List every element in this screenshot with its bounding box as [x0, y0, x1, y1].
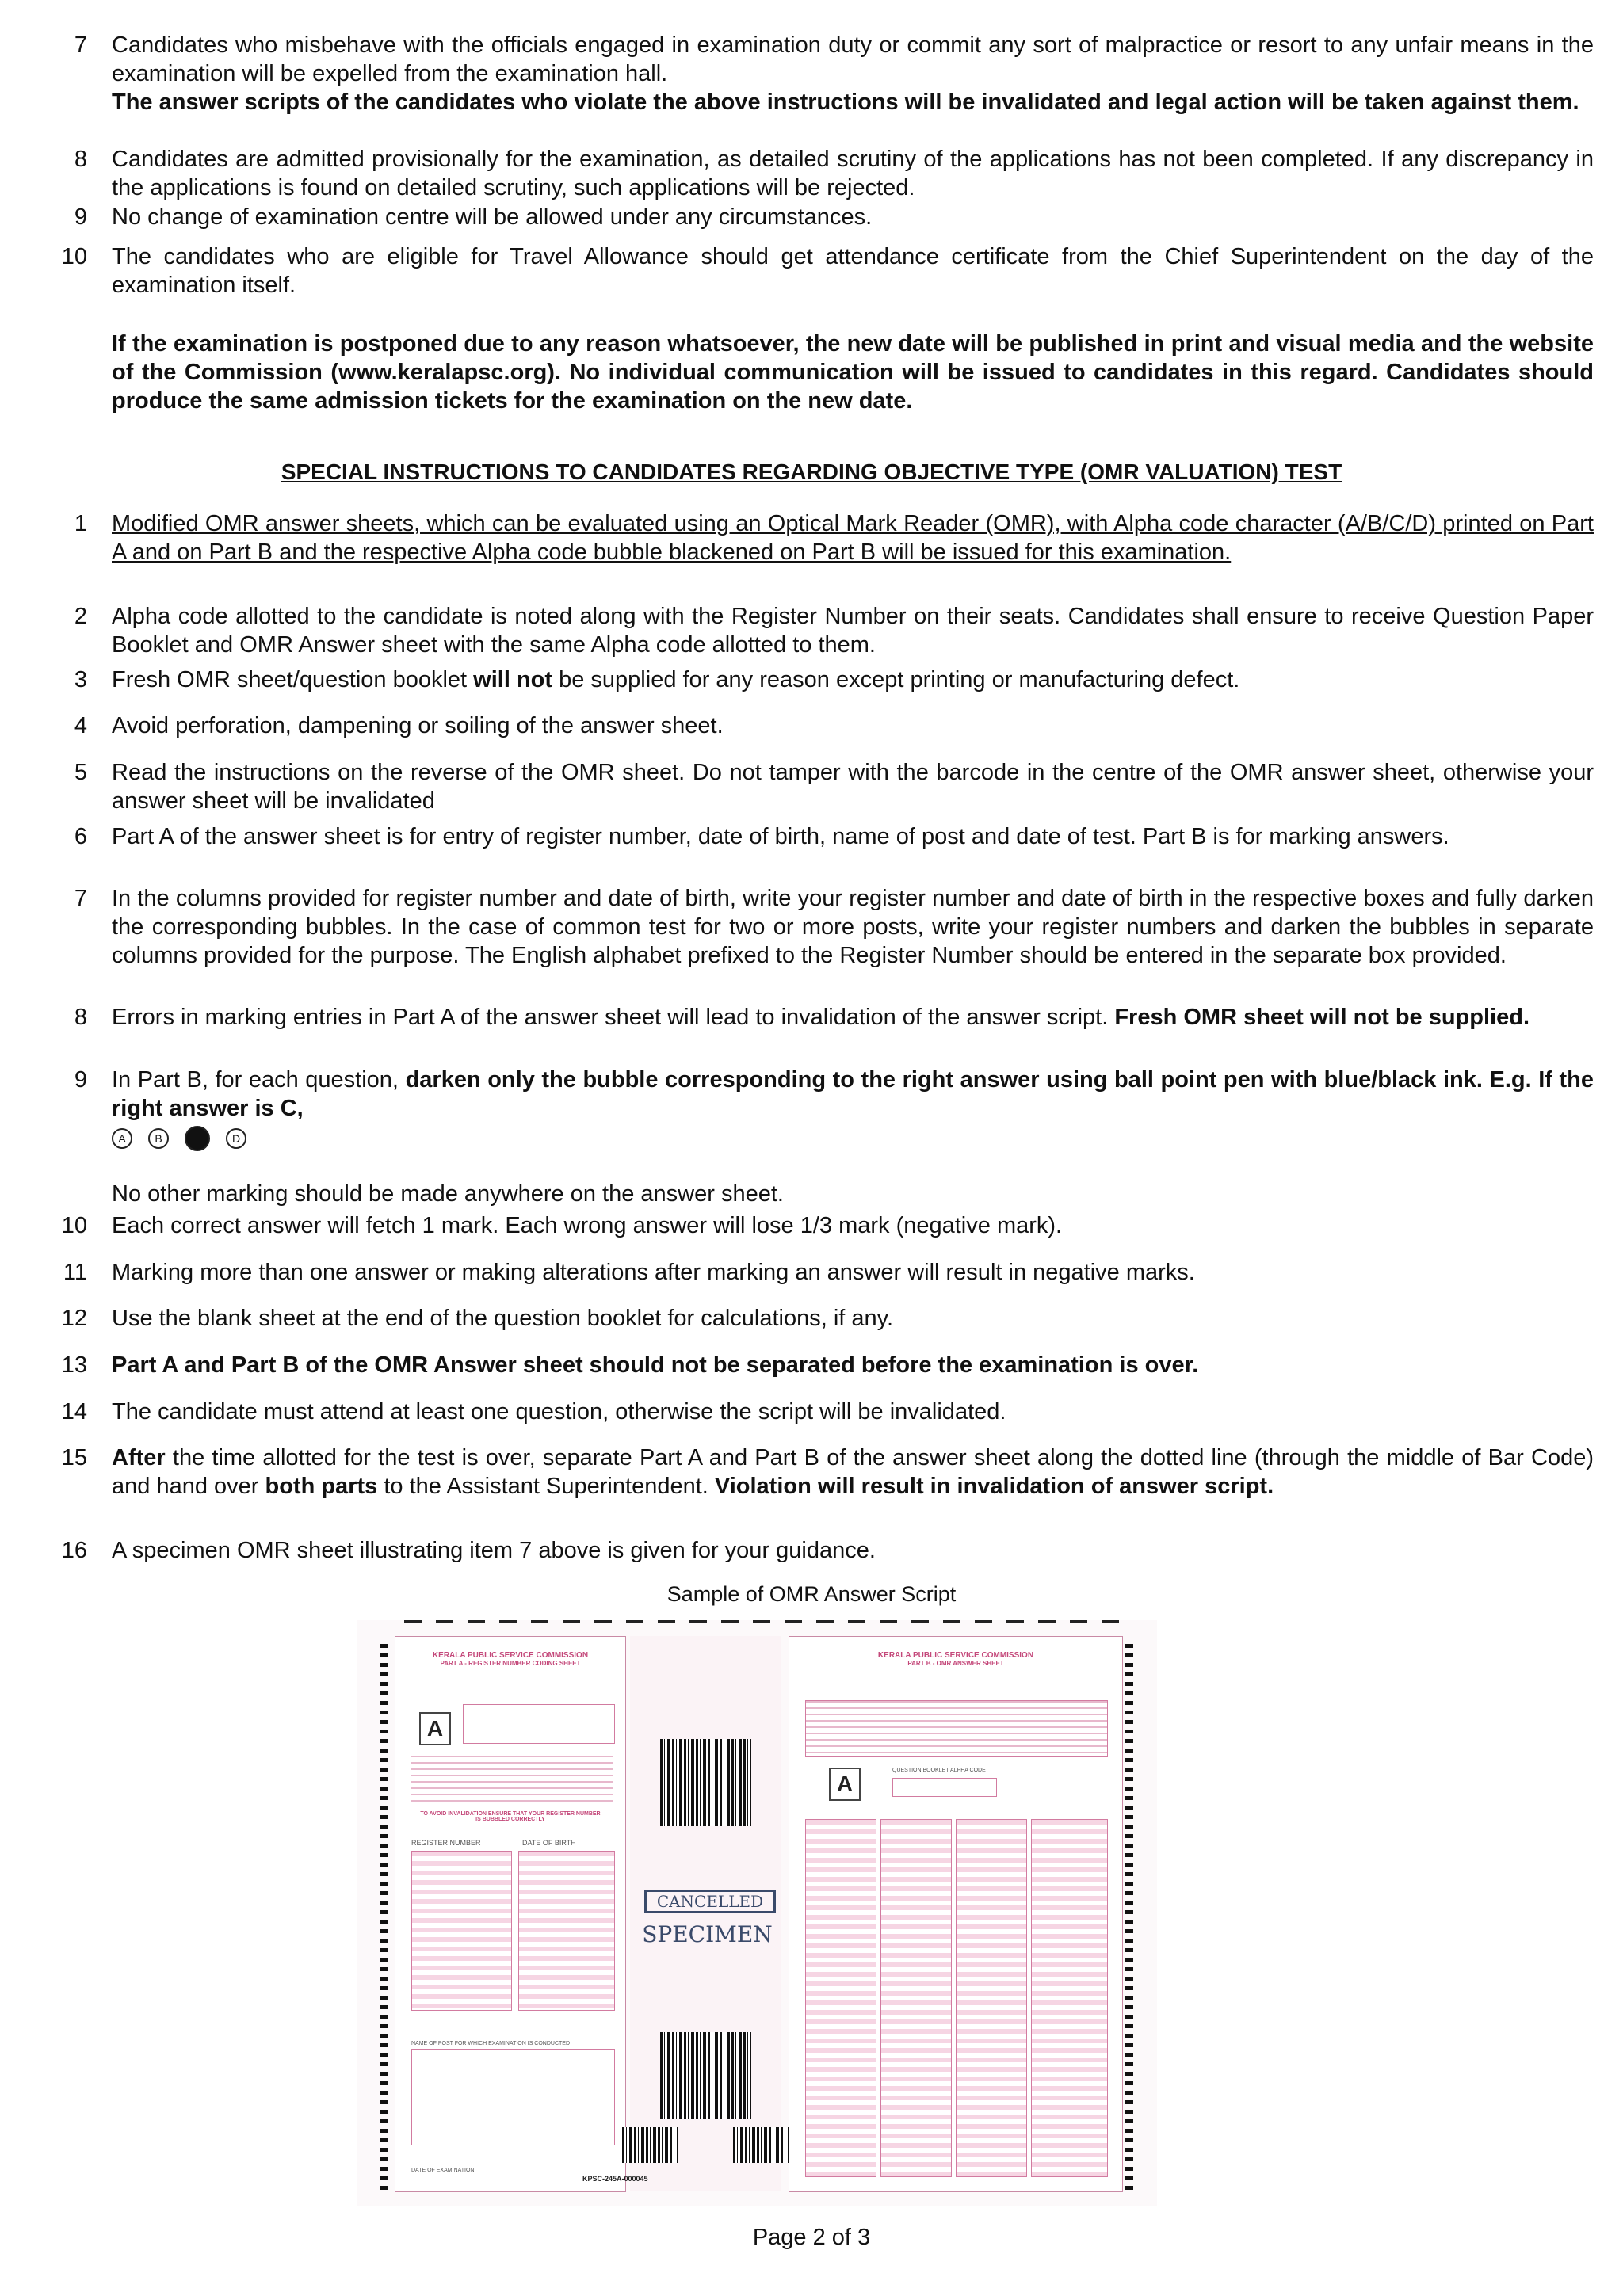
item-number: 8 [74, 1005, 87, 1030]
omr-specimen-image [357, 1620, 1157, 2206]
item-text: be supplied for any reason except printing or manufacturing defect. [552, 667, 1240, 692]
example-bubbles [112, 1124, 1594, 1153]
item-text: A specimen OMR sheet illustrating item 7 above is given for your guidance. [112, 1538, 876, 1563]
date-of-birth-grid [518, 1851, 615, 2011]
name-of-post-box [411, 2049, 615, 2145]
postponed-notice-text: If the examination is postponed due to any reason whatsoever, the new date will be published in print and visual media and the website of the Commission (www.keralapsc.org). No individual communication will be issued to candidates in this regard. Candidates should produce the same admission tickets for the examination on the new date. [112, 331, 1594, 414]
barcode-small-right [733, 2127, 789, 2163]
answer-grid-col-1 [805, 1819, 876, 2177]
sample-caption: Sample of OMR Answer Script [666, 1582, 957, 1606]
item-text-bold: After [112, 1445, 166, 1470]
item-number: 8 [74, 147, 87, 172]
item-text-bold: both parts [265, 1474, 378, 1499]
alpha-code-label: QUESTION BOOKLET ALPHA CODE [892, 1768, 986, 1773]
item-number: 14 [61, 1399, 87, 1425]
item-text: No other marking should be made anywhere on the answer sheet. [112, 1181, 784, 1207]
item-number: 13 [61, 1352, 87, 1378]
item-text: In the columns provided for register number and date of birth, write your register number and date of birth in the respective boxes and fully darken the corresponding bubbles. In the case of common test for two or more posts, write your register numbers and darken the bubbles in separate columns provided for the purpose. The English alphabet prefixed to the Register Number should be entered in the separate box provided. [112, 886, 1594, 968]
item-text: Alpha code allotted to the candidate is noted along with the Register Number on their seats. Candidates shall ensure to receive Question Paper Booklet and OMR Answer sheet with the same Alpha code allotted to them. [112, 604, 1594, 658]
instructions-text-block [411, 1756, 613, 1803]
item-number: 5 [74, 760, 87, 785]
item-number: 16 [61, 1538, 87, 1563]
bubble-d: D [226, 1128, 246, 1149]
item-number: 7 [74, 886, 87, 911]
item-text: The candidates who are eligible for Travel Allowance should get attendance certificate from the Chief Superintendent on the day of the examination itself. [112, 244, 1594, 298]
part-a-alpha-code: A [419, 1712, 451, 1745]
part-b-title: KERALA PUBLIC SERVICE COMMISSION [877, 1651, 1034, 1660]
item-text: Part A of the answer sheet is for entry of register number, date of birth, name of post and date of test. Part B is for marking answers. [112, 824, 1449, 849]
name-of-post-label: NAME OF POST FOR WHICH EXAMINATION IS CONDUCTED [411, 2041, 571, 2046]
answer-grid-col-2 [880, 1819, 952, 2177]
signature-box [463, 1704, 615, 1744]
item-text: The candidate must attend at least one question, otherwise the script will be invalidated. [112, 1399, 1006, 1425]
specimen-stamp: SPECIMEN [642, 1921, 773, 1947]
item-number: 3 [74, 667, 87, 692]
page-number: Page 2 of 3 [752, 2225, 871, 2250]
item-number: 9 [74, 1067, 87, 1093]
serial-number: KPSC-245A-000045 [582, 2175, 648, 2183]
item-text: In Part B, for each question, [112, 1067, 406, 1093]
date-of-examination-label: DATE OF EXAMINATION [411, 2168, 475, 2173]
barcode-top [660, 1739, 751, 1826]
item-text: the time allotted for the test is over, separate Part A and Part B of the answer sheet along the dotted line (through the middle of Bar Code) and hand over [112, 1445, 1594, 1499]
item-text-bold: Part A and Part B of the OMR Answer sheet should not be separated before the examination is over. [112, 1352, 1199, 1378]
bubble-a: A [112, 1128, 132, 1149]
part-a-title: KERALA PUBLIC SERVICE COMMISSION [432, 1651, 589, 1660]
item-text: Read the instructions on the reverse of the OMR sheet. Do not tamper with the barcode in the centre of the OMR answer sheet, otherwise your answer sheet will be invalidated [112, 760, 1594, 814]
item-text: Each correct answer will fetch 1 mark. Each wrong answer will lose 1/3 mark (negative mark). [112, 1213, 1063, 1238]
barcode-small-left [622, 2127, 678, 2163]
item-number: 1 [74, 511, 87, 536]
item-number: 11 [63, 1260, 87, 1285]
item-text: Use the blank sheet at the end of the question booklet for calculations, if any. [112, 1306, 894, 1331]
item-number: 2 [74, 604, 87, 629]
item-text-bold: will not [473, 667, 553, 692]
item-number: 10 [61, 244, 87, 269]
answer-grid-col-3 [956, 1819, 1027, 2177]
ensure-label: TO AVOID INVALIDATION ENSURE THAT YOUR REGISTER NUMBER IS BUBBLED CORRECTLY [420, 1811, 601, 1822]
alpha-code-bubble-box [892, 1778, 997, 1797]
item-text: Errors in marking entries in Part A of the answer sheet will lead to invalidation of the answer script. [112, 1005, 1115, 1030]
left-timing-track [380, 1644, 388, 2191]
part-a-subtitle: PART A - REGISTER NUMBER CODING SHEET [440, 1660, 581, 1667]
answer-grid-col-4 [1031, 1819, 1108, 2177]
item-text: Fresh OMR sheet/question booklet [112, 667, 474, 692]
part-b-alpha-code: A [829, 1768, 861, 1801]
item-text-bold: darken only the bubble corresponding to the right answer using ball point pen with blue/black ink. E.g. If the right answer is C, [112, 1067, 1594, 1121]
bubble-b: B [148, 1128, 169, 1149]
special-instructions-heading: SPECIAL INSTRUCTIONS TO CANDIDATES REGARDING OBJECTIVE TYPE (OMR VALUATION) TEST [281, 460, 1342, 484]
item-number: 10 [61, 1213, 87, 1238]
omr-part-b [789, 1636, 1123, 2192]
omr-middle-strip [582, 1636, 781, 2191]
item-number: 9 [74, 204, 87, 230]
item-text-bold: Violation will result in invalidation of answer script. [714, 1474, 1274, 1499]
omr-part-a [395, 1636, 626, 2192]
item-text: to the Assistant Superintendent. [377, 1474, 715, 1499]
cancelled-stamp: CANCELLED [644, 1890, 776, 1913]
register-number-grid [411, 1851, 512, 2011]
item-text: Candidates who misbehave with the officials engaged in examination duty or commit any sort of malpractice or resort to any unfair means in the examination will be expelled from the examination hall. [112, 32, 1594, 86]
part-b-instructions-block [805, 1700, 1108, 1757]
item-number: 4 [74, 713, 87, 738]
item-text: Modified OMR answer sheets, which can be evaluated using an Optical Mark Reader (OMR), with Alpha code character (A/B/C/D) printed on Part A and on Part B and the respective Alpha code bubble blackened on Part B will be issued for this examination. [112, 511, 1594, 565]
item-text-bold: Fresh OMR sheet will not be supplied. [1114, 1005, 1529, 1030]
item-number: 15 [61, 1445, 87, 1470]
item-text: Avoid perforation, dampening or soiling of the answer sheet. [112, 713, 724, 738]
bubble-c-filled [185, 1126, 210, 1151]
item-text: Marking more than one answer or making alterations after marking an answer will result in negative marks. [112, 1260, 1195, 1285]
top-timing-marks [404, 1620, 1133, 1623]
item-number: 12 [61, 1306, 87, 1331]
item-number: 7 [74, 32, 87, 58]
right-timing-track [1125, 1644, 1133, 2191]
part-b-subtitle: PART B - OMR ANSWER SHEET [907, 1660, 1004, 1667]
register-number-label: REGISTER NUMBER [411, 1839, 481, 1847]
item-text: Candidates are admitted provisionally for the examination, as detailed scrutiny of the applications has not been completed. If any discrepancy in the applications is found on detailed scrutiny, such applications will be rejected. [112, 147, 1594, 200]
date-of-birth-label: DATE OF BIRTH [522, 1839, 576, 1847]
item-text-bold: The answer scripts of the candidates who violate the above instructions will be invalidated and legal action will be taken against them. [112, 90, 1579, 115]
item-number: 6 [74, 824, 87, 849]
item-text: No change of examination centre will be allowed under any circumstances. [112, 204, 873, 230]
barcode-bottom [660, 2032, 751, 2119]
